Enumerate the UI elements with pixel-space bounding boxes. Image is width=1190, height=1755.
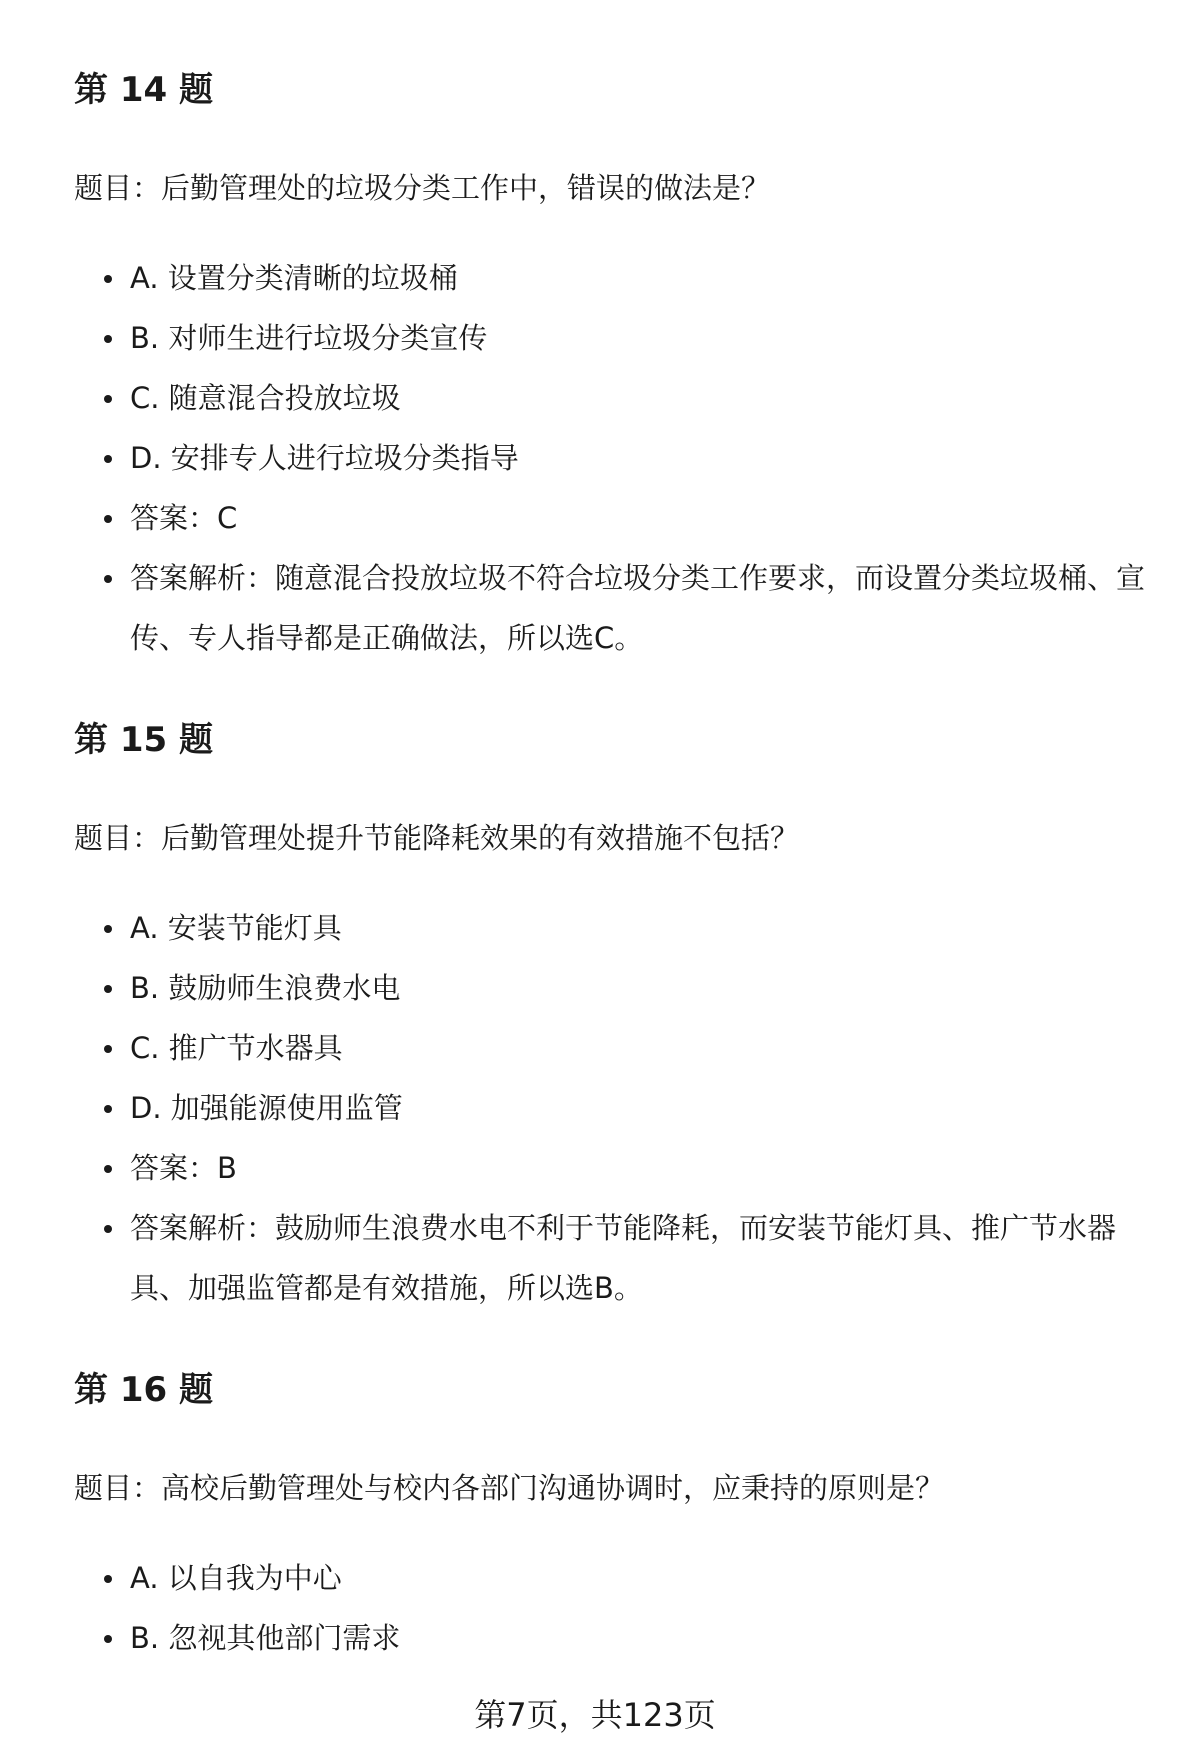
answer: 答案：C xyxy=(74,498,1154,538)
option-d: D. 加强能源使用监管 xyxy=(74,1088,1154,1128)
option-c: C. 随意混合投放垃圾 xyxy=(74,378,1154,418)
option-a: A. 以自我为中心 xyxy=(74,1558,1154,1598)
question-heading: 第 14 题 xyxy=(74,70,213,110)
option-b: B. 对师生进行垃圾分类宣传 xyxy=(74,318,1154,358)
question-heading: 第 16 题 xyxy=(74,1370,213,1410)
option-c: C. 推广节水器具 xyxy=(74,1028,1154,1068)
question-stem: 题目：高校后勤管理处与校内各部门沟通协调时，应秉持的原则是？ xyxy=(74,1471,945,1505)
question-15 xyxy=(74,718,1154,1305)
option-list xyxy=(74,908,1154,1338)
question-stem: 题目：后勤管理处的垃圾分类工作中，错误的做法是？ xyxy=(74,171,771,205)
option-a: A. 安装节能灯具 xyxy=(74,908,1154,948)
option-list xyxy=(74,258,1154,688)
question-16 xyxy=(74,1368,1154,1655)
option-d: D. 安排专人进行垃圾分类指导 xyxy=(74,438,1154,478)
option-b: B. 忽视其他部门需求 xyxy=(74,1618,1154,1658)
question-14 xyxy=(74,68,1154,655)
option-a: A. 设置分类清晰的垃圾桶 xyxy=(74,258,1154,298)
option-list xyxy=(74,1558,1154,1678)
answer-explanation: 答案解析：鼓励师生浪费水电不利于节能降耗，而安装节能灯具、推广节水器具、加强监管都是有效措施，所以选B。 xyxy=(74,1198,1154,1318)
page-number: 第7页，共123页 xyxy=(474,1696,716,1734)
question-heading: 第 15 题 xyxy=(74,720,213,760)
answer-explanation: 答案解析：随意混合投放垃圾不符合垃圾分类工作要求，而设置分类垃圾桶、宣传、专人指导都是正确做法，所以选C。 xyxy=(74,548,1154,668)
answer: 答案：B xyxy=(74,1148,1154,1188)
question-stem: 题目：后勤管理处提升节能降耗效果的有效措施不包括？ xyxy=(74,821,800,855)
option-b: B. 鼓励师生浪费水电 xyxy=(74,968,1154,1008)
